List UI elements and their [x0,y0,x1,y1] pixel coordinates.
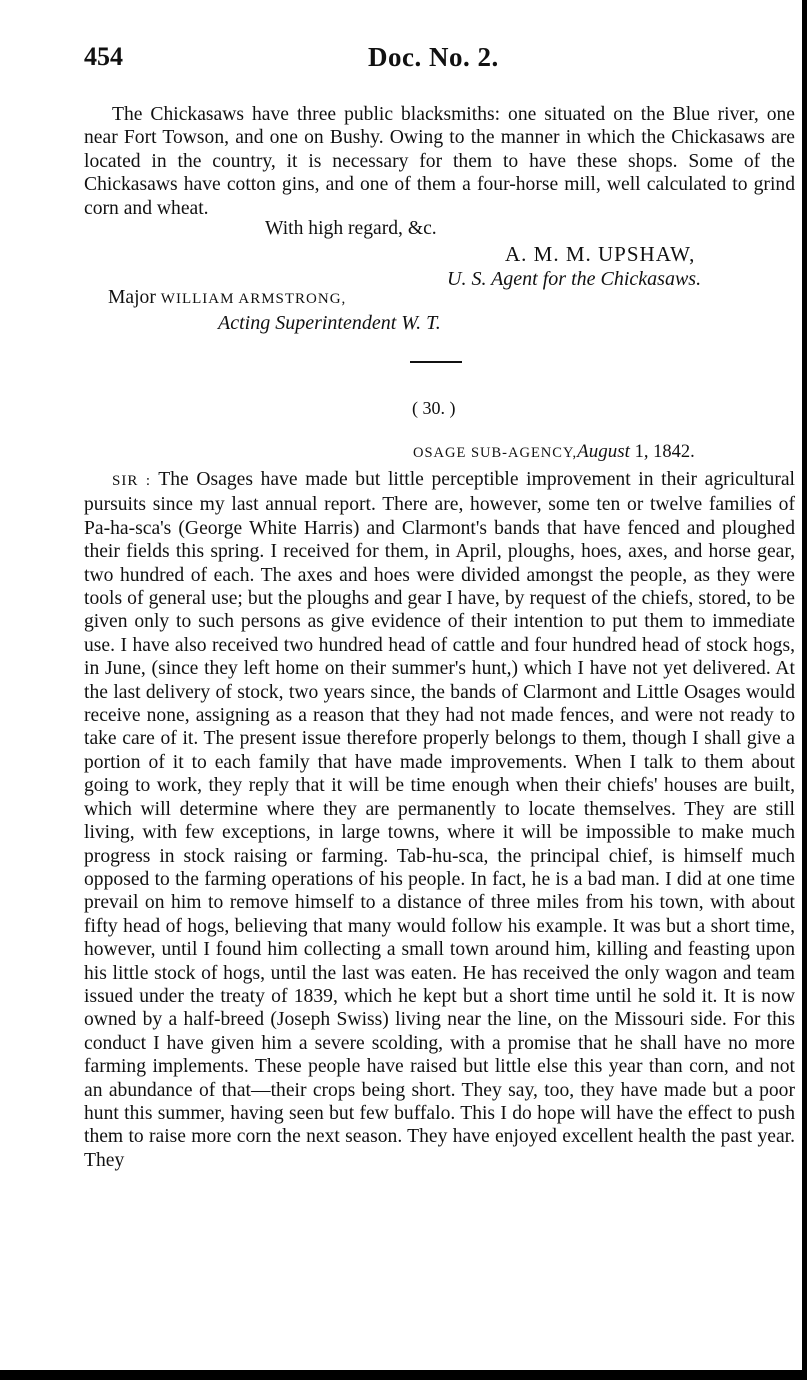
osage-paragraph [84,468,795,1172]
addressee-title: Acting Superintendent W. T. [218,312,441,334]
signature-name: A. M. M. UPSHAW, [505,242,696,266]
dateline-month: August [577,441,630,462]
dateline-date: 1, 1842. [629,442,695,462]
page-number: 454 [84,42,123,71]
page-header [84,42,767,82]
letter-closing: With high regard, &c. [265,218,437,239]
chickasaw-paragraph: The Chickasaws have three public blacksmiths: one situated on the Blue river, one near Fort Towson, and one on Bushy. Owing to the manner in which the Chickasaws are located in the country, it is necessary for them to have these shops. Some of the Chickasaws have cotton gins, and one of them a four-horse mill, well calculated to grind corn and wheat. [84,104,795,219]
osage-body: The Osages have made but little perceptible improvement in their agricultural pursuits since my last annual report. There are, however, some ten or twelve families of Pa-ha-sca's (George White Harris) and Clarmont's bands that have fenced and ploughed their fields this spring. I received for them, in April, ploughs, hoes, axes, and horse gear, two hundred of each. The axes and hoes were divided amongst the people, as they were tools of general use; but the ploughs and gear I have, by request of the chiefs, stored, to be given only to such persons as give evidence of their intention to put them to immediate use. I have also received two hundred head of cattle and four hundred head of stock hogs, in June, (since they left home on their summer's hunt,) which I have not yet delivered. At the last delivery of stock, two years since, the bands of Clarmont and Little Osages would receive none, assigning as a reason that they had not made fences, and were not ready to take care of it. The present issue therefore properly belongs to them, though I shall give a portion of it to each family that have made improvements. When I talk to them about going to work, they reply that it will be time enough when their chiefs' houses are built, which will determine where they are permanently to locate themselves. They are still living, with few exceptions, in large towns, where it will be impossible to make much progress in stock raising or farming. Tab-hu-sca, the principal chief, is himself much opposed to the farming operations of his people. In fact, he is a bad man. I did at one time prevail on him to remove himself to a distance of three miles from his town, with about fifty head of hogs, believing that many would follow his example. It was but a short time, however, until I found him collecting a small town around him, killing and feasting upon his little stock of hogs, until the last was eaten. He has received the only wagon and team issued under the treaty of 1839, which he kept but a short time until he sold it. It is now owned by a half-breed (Joseph Swiss) living near the line, on the Missouri side. For this conduct I have given him a severe scolding, with a promise that he shall have no more farming implements. These people have raised but little else this year than corn, and not an abundance of that—their crops being short. They say, too, they have made but a poor hunt this summer, having seen but few buffalo. This I do hope will have the effect to push them to raise more corn the next season. They have enjoyed excellent health the past year. They [84,469,795,1171]
scan-edge-right [802,0,807,1380]
signature-title: U. S. Agent for the Chickasaws. [447,268,702,290]
dateline-place: OSAGE SUB-AGENCY, [413,445,578,461]
letter-number: ( 30. ) [412,398,456,418]
scan-edge-bottom [0,1370,807,1380]
addressee [108,287,346,309]
section-divider [410,361,462,363]
document-title: Doc. No. 2. [368,42,499,72]
addressee-name: WILLIAM ARMSTRONG, [160,291,347,307]
salutation: SIR : [112,473,151,489]
dateline [413,441,695,463]
addressee-prefix: Major [108,287,161,308]
